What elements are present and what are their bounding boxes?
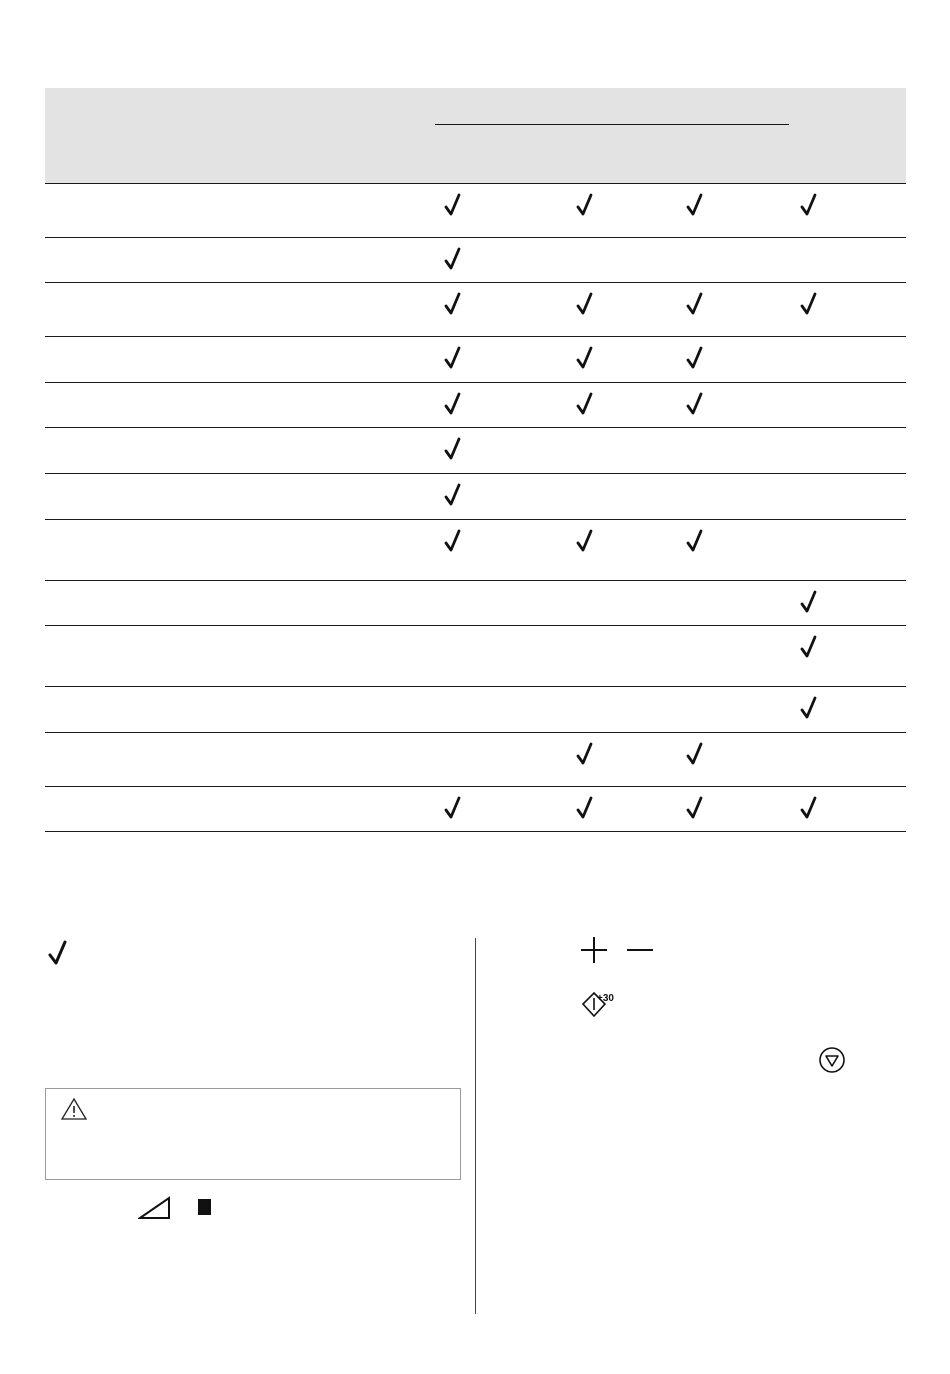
check-icon [576, 346, 594, 370]
check-icon [444, 292, 462, 316]
check-icon [800, 635, 818, 659]
check-icon [686, 193, 704, 217]
check-icon [576, 193, 594, 217]
column-divider [475, 938, 476, 1314]
check-icon [444, 796, 462, 820]
check-icon [800, 292, 818, 316]
minus-icon [627, 948, 653, 952]
row-divider [45, 382, 906, 383]
check-icon [800, 796, 818, 820]
row-divider [45, 732, 906, 733]
plus-icon [580, 936, 608, 964]
check-icon [686, 796, 704, 820]
row-divider [45, 831, 906, 832]
svg-text:+30: +30 [597, 993, 614, 1004]
row-divider [45, 519, 906, 520]
table-header [45, 88, 906, 184]
check-icon [800, 696, 818, 720]
check-icon [444, 193, 462, 217]
check-icon [800, 590, 818, 614]
check-icon [576, 529, 594, 553]
row-divider [45, 237, 906, 238]
circle-down-icon [818, 1046, 846, 1074]
warning-triangle-icon [60, 1097, 88, 1121]
warning-box [45, 1088, 461, 1180]
row-divider [45, 686, 906, 687]
check-icon [444, 529, 462, 553]
square-stop-icon [198, 1199, 211, 1215]
plus-30-icon [580, 990, 620, 1020]
check-icon [686, 392, 704, 416]
triangle-ramp-icon [138, 1196, 172, 1220]
check-icon [444, 392, 462, 416]
check-icon [686, 742, 704, 766]
row-divider [45, 786, 906, 787]
check-icon [576, 392, 594, 416]
check-icon [444, 437, 462, 461]
check-icon [686, 529, 704, 553]
check-icon [576, 292, 594, 316]
check-icon [444, 247, 462, 271]
row-divider [45, 473, 906, 474]
check-icon [686, 292, 704, 316]
check-icon [48, 940, 68, 966]
check-icon [576, 796, 594, 820]
row-divider [45, 580, 906, 581]
check-icon [444, 346, 462, 370]
header-group-underline [435, 124, 789, 125]
row-divider [45, 282, 906, 283]
check-icon [576, 742, 594, 766]
row-divider [45, 427, 906, 428]
check-icon [444, 483, 462, 507]
row-divider [45, 336, 906, 337]
row-divider [45, 625, 906, 626]
check-icon [686, 346, 704, 370]
check-icon [800, 193, 818, 217]
